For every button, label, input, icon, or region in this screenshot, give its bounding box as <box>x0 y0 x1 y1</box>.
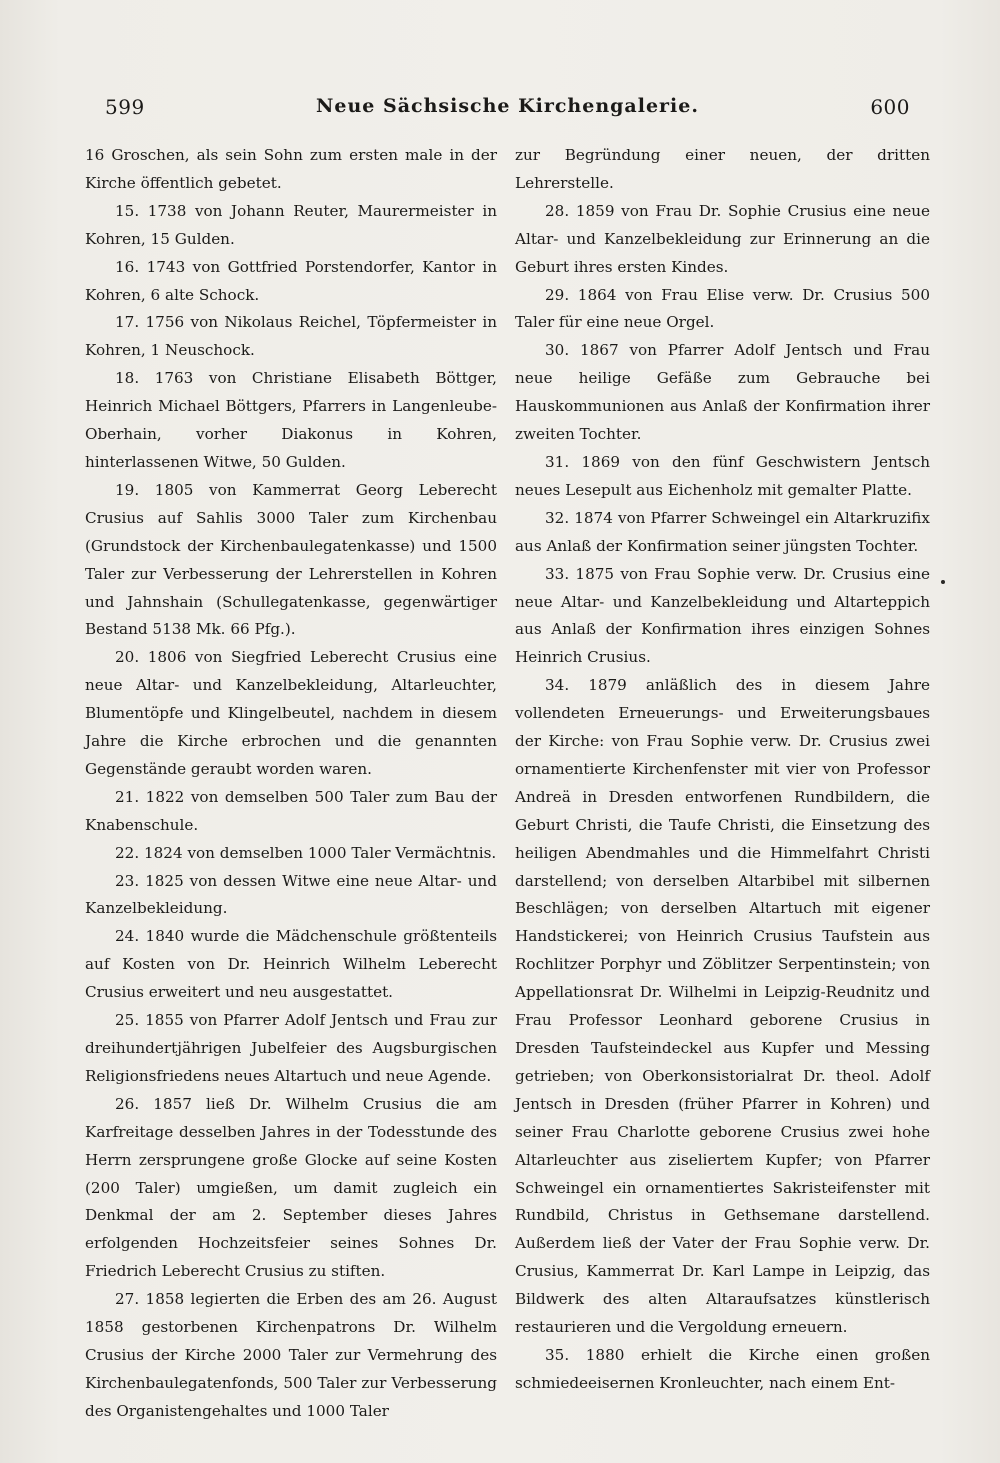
page-number-left: 599 <box>105 95 145 119</box>
print-speck <box>941 580 945 584</box>
paragraph-entry-17: 17. 1756 von Nikolaus Reichel, Töpfermeister in Kohren, 1 Neuschock. <box>85 313 497 360</box>
paragraph-entry-31: 31. 1869 von den fünf Geschwistern Jentsch neues Lesepult aus Eichenholz mit gemalter Platte. <box>515 452 930 499</box>
paragraph-entry-23: 23. 1825 von dessen Witwe eine neue Altar- und Kanzelbekleidung. <box>85 871 497 918</box>
paragraph-entry-20: 20. 1806 von Siegfried Leberecht Crusius eine neue Altar- und Kanzelbekleidung, Altarleuchter, Blumentöpfe und Klingelbeutel, nachdem in diesem Jahre die Kirche erbrochen und die genannten Gegenstände geraubt worden waren. <box>85 648 497 778</box>
paragraph-entry-18: 18. 1763 von Christiane Elisabeth Böttger, Heinrich Michael Böttgers, Pfarrers in Langenleube-Oberhain, vorher Diakonus in Kohren, hinterlassenen Witwe, 50 Gulden. <box>85 369 497 471</box>
paragraph-entry-22: 22. 1824 von demselben 1000 Taler Vermächtnis. <box>115 843 497 862</box>
running-header <box>105 95 910 125</box>
paragraph-entry-25: 25. 1855 von Pfarrer Adolf Jentsch und Frau zur dreihundertjährigen Jubelfeier des Augsburgischen Religionsfriedens neues Altartuch und neue Agende. <box>85 1011 497 1085</box>
paragraph-entry-30: 30. 1867 von Pfarrer Adolf Jentsch und Frau neue heilige Gefäße zum Gebrauche bei Hauskommunionen aus Anlaß der Konfirmation ihrer zweiten Tochter. <box>515 341 930 444</box>
paragraph-entry-16: 16. 1743 von Gottfried Porstendorfer, Kantor in Kohren, 6 alte Schock. <box>85 257 497 304</box>
paragraph-entry-28: 28. 1859 von Frau Dr. Sophie Crusius eine neue Altar- und Kanzelbekleidung zur Erinnerung an die Geburt ihres ersten Kindes. <box>515 201 930 276</box>
paragraph-continued: zur Begründung einer neuen, der dritten Lehrerstelle. <box>515 146 930 192</box>
paragraph-entry-27: 27. 1858 legierten die Erben des am 26. August 1858 gestorbenen Kirchenpatrons Dr. Wilhelm Crusius der Kirche 2000 Taler zur Vermehrung des Kirchenbaulegatenfonds, 500 Taler zur Verbesserung des Organistengehaltes und 1000 Taler <box>85 1290 497 1420</box>
left-column <box>85 142 497 1426</box>
paragraph-entry-34: 34. 1879 anläßlich des in diesem Jahre vollendeten Erneuerungs- und Erweiterungsbaues der Kirche: von Frau Sophie verw. Dr. Crusius zwei ornamentierte Kirchenfenster mit vier von Professor Andreä in Dresden entworfenen Rundbildern, die Geburt Christi, die Taufe Christi, die Einsetzung des heiligen Abendmahles und die Himmelfahrt Christi darstellend; von derselben Altarbibel mit silbernen Beschlägen; von derselben Altartuch mit eigener Handstickerei; von Heinrich Crusius Taufstein aus Rochlitzer Porphyr und Zöblitzer Serpentinstein; von Appellationsrat Dr. Wilhelmi in Leipzig-Reudnitz und Frau Professor Leonhard geborene Crusius in Dresden Taufsteindeckel aus Kupfer und Messing getrieben; von Oberkonsistorialrat Dr. theol. Adolf Jentsch in Dresden (früher Pfarrer in Kohren) und seiner Frau Charlotte geborene Crusius zwei hohe Altarleuchter aus ziseliertem Kupfer; von Pfarrer Schweingel ein ornamentiertes Sakristeifenster mit Rundbild, Christus in Gethsemane darstellend. Außerdem ließ der Vater der Frau Sophie verw. Dr. Crusius, Kammerrat Dr. Karl Lampe in Leipzig, das Bildwerk des alten Altaraufsatzes künstlerisch restaurieren und die Vergoldung erneuern. <box>515 676 930 1337</box>
paragraph-entry-35: 35. 1880 erhielt die Kirche einen großen schmiedeeisernen Kronleuchter, nach einem Ent- <box>515 1345 930 1392</box>
paragraph-entry-15: 15. 1738 von Johann Reuter, Maurermeister in Kohren, 15 Gulden. <box>85 201 497 248</box>
paragraph-entry-24: 24. 1840 wurde die Mädchenschule größtenteils auf Kosten von Dr. Heinrich Wilhelm Leberecht Crusius erweitert und neu ausgestattet. <box>85 927 497 1002</box>
paragraph-entry-32: 32. 1874 von Pfarrer Schweingel ein Altarkruzifix aus Anlaß der Konfirmation seiner jüngsten Tochter. <box>515 508 930 555</box>
paragraph-entry-29: 29. 1864 von Frau Elise verw. Dr. Crusius 500 Taler für eine neue Orgel. <box>515 285 930 332</box>
right-column <box>515 142 930 1398</box>
paragraph-entry-21: 21. 1822 von demselben 500 Taler zum Bau der Knabenschule. <box>85 787 497 834</box>
page-number-right: 600 <box>870 95 910 119</box>
paragraph-entry-33: 33. 1875 von Frau Sophie verw. Dr. Crusius eine neue Altar- und Kanzelbekleidung und Altarteppich aus Anlaß der Konfirmation ihres einzigen Sohnes Heinrich Crusius. <box>515 564 930 667</box>
running-title: Neue Sächsische Kirchengalerie. <box>316 95 699 117</box>
paragraph-entry-19: 19. 1805 von Kammerrat Georg Leberecht Crusius auf Sahlis 3000 Taler zum Kirchenbau (Grundstock der Kirchenbaulegatenkasse) und 1500 Taler zur Verbesserung der Lehrerstellen in Kohren und Jahnshain (Schullegatenkasse, gegenwärtiger Bestand 5138 Mk. 66 Pfg.). <box>85 480 497 639</box>
paragraph-continued: 16 Groschen, als sein Sohn zum ersten male in der Kirche öffentlich gebetet. <box>85 146 497 192</box>
paragraph-entry-26: 26. 1857 ließ Dr. Wilhelm Crusius die am Karfreitage desselben Jahres in der Todesstunde des Herrn zersprungene große Glocke auf seine Kosten (200 Taler) umgießen, um damit zugleich ein Denkmal der am 2. September dieses Jahres erfolgenden Hochzeitsfeier seines Sohnes Dr. Friedrich Leberecht Crusius zu stiften. <box>85 1094 497 1281</box>
